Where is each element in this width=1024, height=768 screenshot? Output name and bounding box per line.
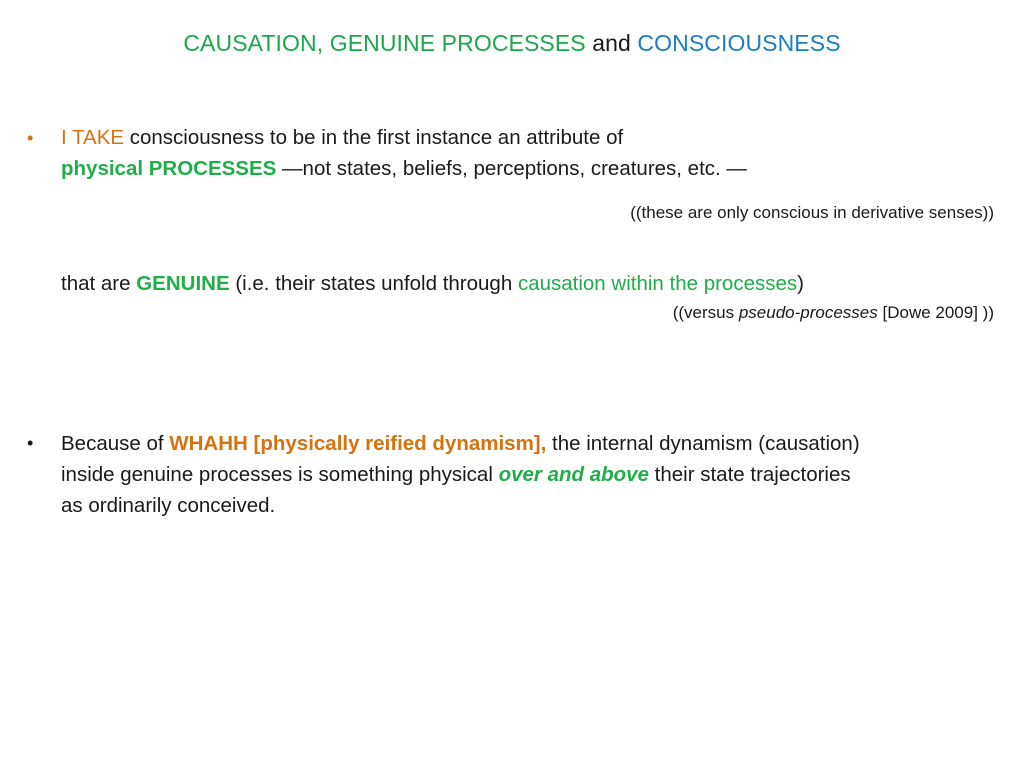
bullet-2-line-2 bbox=[61, 463, 851, 487]
bullet-1-line-1 bbox=[61, 126, 623, 150]
title-part-consciousness: CONSCIOUSNESS bbox=[637, 30, 841, 56]
bullet-1-marker: • bbox=[27, 128, 34, 148]
that-are-text: that are bbox=[61, 272, 137, 295]
bullet-2-line-1 bbox=[61, 432, 860, 456]
pseudo-processes-text: pseudo-processes bbox=[738, 303, 878, 322]
i-take-text: I TAKE bbox=[61, 126, 125, 149]
inside-genuine-text: inside genuine processes is something physical bbox=[61, 463, 499, 486]
dowe-citation-text: [Dowe 2009] )) bbox=[877, 303, 994, 322]
bullet-1-line-3 bbox=[61, 272, 804, 296]
pseudo-processes-note bbox=[673, 303, 994, 323]
bullet-2-line-3: as ordinarily conceived. bbox=[61, 494, 276, 517]
ie-text: (i.e. their states unfold through bbox=[229, 272, 518, 295]
causation-within-text: causation within the processes bbox=[517, 272, 798, 295]
bullet-1-line-1-rest: consciousness to be in the first instance an attribute of bbox=[124, 126, 624, 149]
genuine-text: GENUINE bbox=[136, 272, 230, 295]
title-part-causation: CAUSATION, GENUINE PROCESSES bbox=[183, 30, 586, 56]
bullet-1-line-2 bbox=[61, 157, 747, 181]
title-part-and: and bbox=[585, 30, 638, 56]
close-paren-text: ) bbox=[797, 272, 804, 295]
derivative-senses-note: ((these are only conscious in derivative senses)) bbox=[630, 203, 994, 222]
bullet-2-line-1-rest: the internal dynamism (causation) bbox=[546, 432, 860, 455]
whahh-text: WHAHH [physically reified dynamism], bbox=[169, 432, 547, 455]
bullet-2-marker: • bbox=[27, 433, 34, 453]
state-trajectories-text: their state trajectories bbox=[648, 463, 851, 486]
because-of-text: Because of bbox=[61, 432, 170, 455]
bullet-1-line-2-rest: —not states, beliefs, perceptions, creatures, etc. — bbox=[276, 157, 747, 180]
versus-text: ((versus bbox=[672, 303, 739, 322]
physical-processes-text: physical PROCESSES bbox=[61, 157, 277, 180]
over-and-above-text: over and above bbox=[498, 463, 649, 486]
slide-title bbox=[0, 30, 1024, 57]
